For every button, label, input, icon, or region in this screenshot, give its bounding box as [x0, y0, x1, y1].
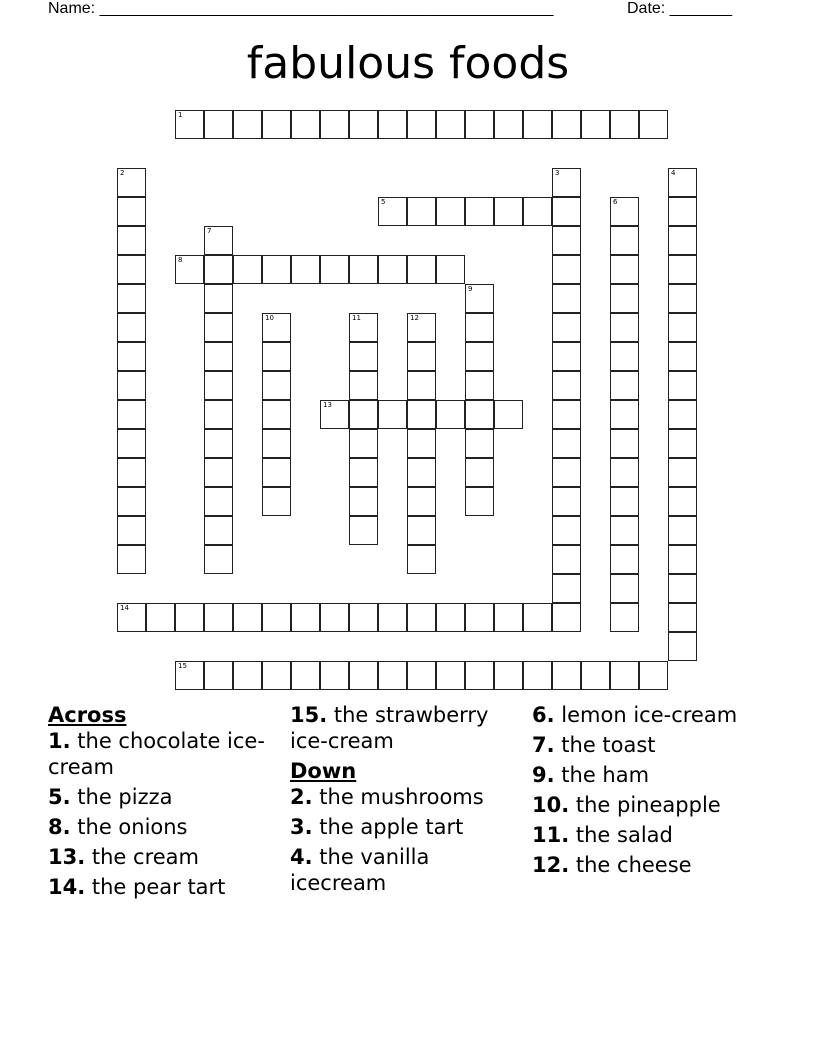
grid-cell[interactable] — [668, 516, 697, 545]
grid-cell[interactable] — [436, 255, 465, 284]
grid-cell[interactable] — [407, 516, 436, 545]
grid-cell[interactable] — [349, 255, 378, 284]
grid-cell[interactable] — [552, 284, 581, 313]
grid-cell[interactable] — [407, 371, 436, 400]
grid-cell[interactable] — [117, 168, 146, 197]
clue-text: the ham — [554, 763, 650, 787]
grid-cell[interactable] — [320, 661, 349, 690]
clues-column-1 — [48, 702, 273, 904]
grid-cell[interactable] — [668, 197, 697, 226]
clue-number: 12. — [532, 853, 570, 877]
grid-cell[interactable] — [117, 284, 146, 313]
grid-cell[interactable] — [204, 110, 233, 139]
grid-cell[interactable] — [552, 487, 581, 516]
grid-cell[interactable] — [117, 371, 146, 400]
grid-cell[interactable] — [668, 487, 697, 516]
grid-cell[interactable] — [465, 284, 494, 313]
grid-cell[interactable] — [610, 284, 639, 313]
clue-number: 14. — [48, 875, 86, 899]
grid-cell[interactable] — [378, 661, 407, 690]
grid-cell[interactable] — [552, 342, 581, 371]
grid-cell[interactable] — [117, 487, 146, 516]
grid-cell[interactable] — [117, 545, 146, 574]
grid-cell[interactable] — [465, 110, 494, 139]
clue-number: 5. — [48, 785, 71, 809]
grid-cell[interactable] — [668, 313, 697, 342]
clue-text: the toast — [554, 733, 656, 757]
cell-number: 6 — [613, 198, 618, 206]
clue-across-5 — [48, 784, 273, 810]
grid-cell[interactable] — [668, 632, 697, 661]
grid-cell[interactable] — [465, 342, 494, 371]
grid-cell[interactable] — [349, 429, 378, 458]
grid-cell[interactable] — [204, 284, 233, 313]
grid-cell[interactable] — [436, 661, 465, 690]
grid-cell[interactable] — [639, 110, 668, 139]
grid-cell[interactable] — [349, 516, 378, 545]
grid-cell[interactable] — [378, 255, 407, 284]
puzzle-title: fabulous foods — [246, 38, 570, 89]
grid-cell[interactable] — [668, 371, 697, 400]
clue-down-9 — [532, 762, 772, 788]
grid-cell[interactable] — [552, 458, 581, 487]
grid-cell[interactable] — [407, 545, 436, 574]
grid-cell[interactable] — [378, 603, 407, 632]
down-heading: Down — [290, 759, 357, 783]
grid-cell[interactable] — [262, 603, 291, 632]
grid-cell[interactable] — [552, 661, 581, 690]
grid-cell[interactable] — [494, 197, 523, 226]
grid-cell[interactable] — [639, 661, 668, 690]
grid-cell[interactable] — [581, 661, 610, 690]
clue-down-10 — [532, 792, 772, 818]
grid-cell[interactable] — [204, 545, 233, 574]
grid-cell[interactable] — [378, 110, 407, 139]
grid-cell[interactable] — [117, 342, 146, 371]
grid-cell[interactable] — [204, 458, 233, 487]
grid-cell[interactable] — [204, 255, 233, 284]
cell-number: 4 — [671, 169, 676, 177]
grid-cell[interactable] — [407, 661, 436, 690]
grid-cell[interactable] — [552, 516, 581, 545]
grid-cell[interactable] — [465, 603, 494, 632]
grid-cell[interactable] — [668, 168, 697, 197]
grid-cell[interactable] — [117, 197, 146, 226]
clue-number: 6. — [532, 703, 555, 727]
grid-cell[interactable] — [494, 603, 523, 632]
clue-number: 11. — [532, 823, 570, 847]
grid-cell[interactable] — [349, 400, 378, 429]
grid-cell[interactable] — [262, 458, 291, 487]
clue-number: 4. — [290, 845, 313, 869]
grid-cell[interactable] — [320, 255, 349, 284]
grid-cell[interactable] — [407, 487, 436, 516]
grid-cell[interactable] — [465, 661, 494, 690]
grid-cell[interactable] — [204, 603, 233, 632]
grid-cell[interactable] — [204, 371, 233, 400]
grid-cell[interactable] — [117, 255, 146, 284]
clue-down-4 — [290, 844, 515, 896]
grid-cell[interactable] — [668, 400, 697, 429]
grid-cell[interactable] — [494, 400, 523, 429]
cell-number: 2 — [120, 169, 125, 177]
clue-number: 13. — [48, 845, 86, 869]
grid-cell[interactable] — [233, 255, 262, 284]
grid-cell[interactable] — [117, 226, 146, 255]
cell-number: 14 — [120, 604, 129, 612]
grid-cell[interactable] — [610, 516, 639, 545]
grid-cell[interactable] — [668, 458, 697, 487]
clue-across-15 — [290, 702, 515, 754]
grid-cell[interactable] — [610, 545, 639, 574]
grid-cell[interactable] — [668, 603, 697, 632]
grid-cell[interactable] — [262, 313, 291, 342]
grid-cell[interactable] — [523, 110, 552, 139]
grid-cell[interactable] — [552, 168, 581, 197]
clue-number: 1. — [48, 729, 71, 753]
clue-down-6 — [532, 702, 772, 728]
grid-cell[interactable] — [610, 255, 639, 284]
grid-cell[interactable] — [552, 226, 581, 255]
grid-cell[interactable] — [262, 429, 291, 458]
cell-number: 8 — [178, 256, 183, 264]
grid-cell[interactable] — [436, 603, 465, 632]
grid-cell[interactable] — [204, 342, 233, 371]
clue-text: the cheese — [569, 853, 692, 877]
grid-cell[interactable] — [349, 110, 378, 139]
grid-cell[interactable] — [610, 487, 639, 516]
grid-cell[interactable] — [610, 661, 639, 690]
clue-text: the chocolate ice-cream — [48, 729, 265, 779]
grid-cell[interactable] — [262, 661, 291, 690]
grid-cell[interactable] — [523, 661, 552, 690]
grid-cell[interactable] — [552, 371, 581, 400]
grid-cell[interactable] — [436, 110, 465, 139]
clue-number: 15. — [290, 703, 328, 727]
grid-cell[interactable] — [291, 661, 320, 690]
grid-cell[interactable] — [552, 313, 581, 342]
grid-cell[interactable] — [146, 603, 175, 632]
grid-cell[interactable] — [552, 545, 581, 574]
grid-cell[interactable] — [291, 603, 320, 632]
grid-cell[interactable] — [349, 661, 378, 690]
clue-down-11 — [532, 822, 772, 848]
clue-down-7 — [532, 732, 772, 758]
grid-cell[interactable] — [204, 400, 233, 429]
clue-text: the apple tart — [312, 815, 464, 839]
grid-cell[interactable] — [523, 603, 552, 632]
grid-cell[interactable] — [204, 661, 233, 690]
grid-cell[interactable] — [262, 110, 291, 139]
name-field[interactable]: Name: ___________________________________________________ — [48, 0, 554, 17]
grid-cell[interactable] — [436, 400, 465, 429]
grid-cell[interactable] — [552, 110, 581, 139]
grid-cell[interactable] — [407, 342, 436, 371]
grid-cell[interactable] — [494, 110, 523, 139]
grid-cell[interactable] — [668, 429, 697, 458]
clue-text: the onions — [70, 815, 188, 839]
grid-cell[interactable] — [320, 603, 349, 632]
grid-cell[interactable] — [320, 110, 349, 139]
clue-down-12 — [532, 852, 772, 878]
grid-cell[interactable] — [407, 110, 436, 139]
clue-text: the pineapple — [569, 793, 721, 817]
grid-cell[interactable] — [465, 487, 494, 516]
grid-cell[interactable] — [117, 516, 146, 545]
grid-cell[interactable] — [117, 313, 146, 342]
grid-cell[interactable] — [465, 400, 494, 429]
clues-column-3 — [532, 702, 772, 882]
grid-cell[interactable] — [610, 313, 639, 342]
grid-cell[interactable] — [262, 487, 291, 516]
grid-cell[interactable] — [175, 255, 204, 284]
grid-cell[interactable] — [349, 342, 378, 371]
clue-text: the salad — [569, 823, 673, 847]
grid-cell[interactable] — [233, 661, 262, 690]
grid-cell[interactable] — [320, 400, 349, 429]
cell-number: 3 — [555, 169, 560, 177]
grid-cell[interactable] — [581, 110, 610, 139]
clue-text: the strawberry ice-cream — [290, 703, 489, 753]
grid-cell[interactable] — [378, 400, 407, 429]
date-field[interactable]: Date: _______ — [627, 0, 732, 17]
clue-across-14 — [48, 874, 273, 900]
grid-cell[interactable] — [117, 603, 146, 632]
grid-cell[interactable] — [610, 342, 639, 371]
grid-cell[interactable] — [233, 603, 262, 632]
grid-cell[interactable] — [523, 197, 552, 226]
clue-across-1 — [48, 728, 273, 780]
grid-cell[interactable] — [349, 458, 378, 487]
grid-cell[interactable] — [552, 429, 581, 458]
grid-cell[interactable] — [465, 458, 494, 487]
grid-cell[interactable] — [349, 603, 378, 632]
grid-cell[interactable] — [175, 661, 204, 690]
cell-number: 11 — [352, 314, 361, 322]
grid-cell[interactable] — [552, 400, 581, 429]
grid-cell[interactable] — [117, 429, 146, 458]
grid-cell[interactable] — [349, 313, 378, 342]
grid-cell[interactable] — [610, 226, 639, 255]
grid-cell[interactable] — [668, 226, 697, 255]
grid-cell[interactable] — [668, 574, 697, 603]
grid-cell[interactable] — [407, 255, 436, 284]
grid-cell[interactable] — [494, 661, 523, 690]
clue-across-13 — [48, 844, 273, 870]
grid-cell[interactable] — [610, 371, 639, 400]
grid-cell[interactable] — [349, 371, 378, 400]
grid-cell[interactable] — [204, 516, 233, 545]
cell-number: 15 — [178, 662, 187, 670]
grid-cell[interactable] — [349, 487, 378, 516]
clue-text: the cream — [85, 845, 199, 869]
clue-text: the pear tart — [85, 875, 226, 899]
clue-number: 10. — [532, 793, 570, 817]
cell-number: 9 — [468, 285, 473, 293]
grid-cell[interactable] — [233, 110, 262, 139]
grid-cell[interactable] — [378, 197, 407, 226]
grid-cell[interactable] — [668, 284, 697, 313]
grid-cell[interactable] — [204, 487, 233, 516]
grid-cell[interactable] — [552, 255, 581, 284]
cell-number: 10 — [265, 314, 274, 322]
cell-number: 7 — [207, 227, 212, 235]
clue-number: 9. — [532, 763, 555, 787]
clue-number: 8. — [48, 815, 71, 839]
grid-cell[interactable] — [610, 197, 639, 226]
clue-down-3 — [290, 814, 515, 840]
grid-cell[interactable] — [465, 429, 494, 458]
grid-cell[interactable] — [610, 429, 639, 458]
grid-cell[interactable] — [610, 458, 639, 487]
grid-cell[interactable] — [262, 342, 291, 371]
clue-number: 3. — [290, 815, 313, 839]
grid-cell[interactable] — [668, 255, 697, 284]
grid-cell[interactable] — [407, 603, 436, 632]
grid-cell[interactable] — [668, 342, 697, 371]
grid-cell[interactable] — [117, 400, 146, 429]
grid-cell[interactable] — [204, 429, 233, 458]
clue-number: 7. — [532, 733, 555, 757]
grid-cell[interactable] — [175, 603, 204, 632]
grid-cell[interactable] — [204, 313, 233, 342]
grid-cell[interactable] — [204, 226, 233, 255]
cell-number: 5 — [381, 198, 386, 206]
clue-text: the vanilla icecream — [290, 845, 430, 895]
grid-cell[interactable] — [610, 400, 639, 429]
clue-text: the mushrooms — [312, 785, 484, 809]
cell-number: 13 — [323, 401, 332, 409]
grid-cell[interactable] — [262, 255, 291, 284]
clues-column-2 — [290, 702, 515, 900]
clue-down-2 — [290, 784, 515, 810]
grid-cell[interactable] — [262, 371, 291, 400]
grid-cell[interactable] — [262, 400, 291, 429]
grid-cell[interactable] — [117, 458, 146, 487]
cell-number: 1 — [178, 111, 183, 119]
grid-cell[interactable] — [668, 545, 697, 574]
clue-across-8 — [48, 814, 273, 840]
clue-text: the pizza — [70, 785, 173, 809]
grid-cell[interactable] — [291, 255, 320, 284]
grid-cell[interactable] — [552, 574, 581, 603]
grid-cell[interactable] — [552, 603, 581, 632]
grid-cell[interactable] — [610, 574, 639, 603]
grid-cell[interactable] — [465, 371, 494, 400]
grid-cell[interactable] — [552, 197, 581, 226]
across-heading: Across — [48, 703, 127, 727]
grid-cell[interactable] — [407, 313, 436, 342]
grid-cell[interactable] — [407, 197, 436, 226]
cell-number: 12 — [410, 314, 419, 322]
grid-cell[interactable] — [291, 110, 320, 139]
grid-cell[interactable] — [436, 197, 465, 226]
grid-cell[interactable] — [610, 603, 639, 632]
grid-cell[interactable] — [175, 110, 204, 139]
grid-cell[interactable] — [465, 313, 494, 342]
grid-cell[interactable] — [407, 458, 436, 487]
grid-cell[interactable] — [465, 197, 494, 226]
clue-number: 2. — [290, 785, 313, 809]
grid-cell[interactable] — [407, 429, 436, 458]
clue-text: lemon ice-cream — [554, 703, 738, 727]
grid-cell[interactable] — [407, 400, 436, 429]
grid-cell[interactable] — [610, 110, 639, 139]
